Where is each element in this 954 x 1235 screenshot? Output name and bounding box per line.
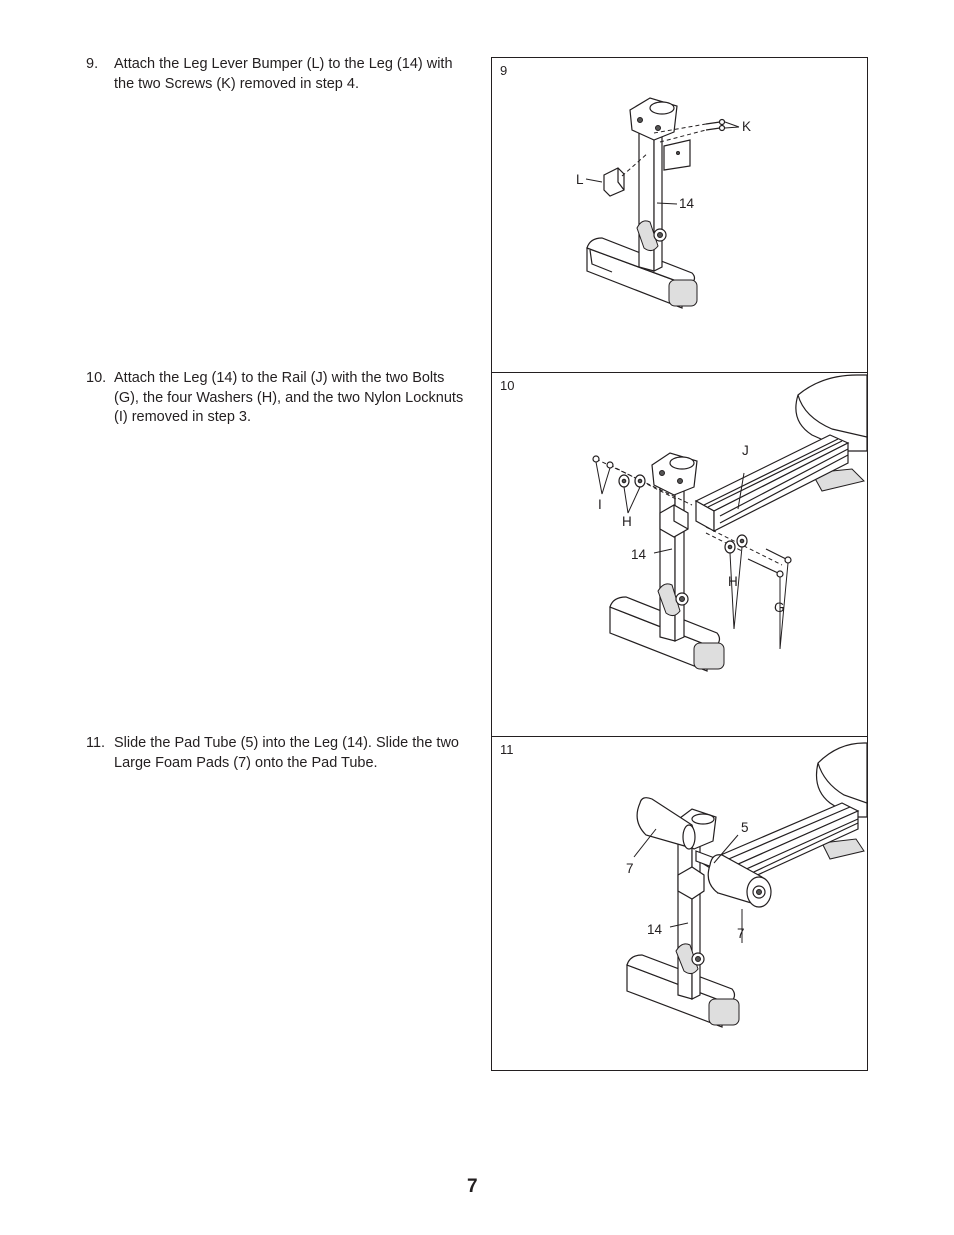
callout-i: I [598, 497, 602, 512]
pad-tube-illustration [492, 737, 867, 1070]
leg-bumper-illustration [492, 58, 867, 372]
figure-number: 10 [500, 378, 515, 393]
figure-frame [491, 57, 868, 1071]
callout-foam-pad-right: 7 [737, 926, 745, 941]
callout-leg: 14 [679, 196, 695, 211]
figure-panel-9 [492, 58, 867, 372]
step-text: Attach the Leg (14) to the Rail (J) with the two Bolts (G), the four Washers (H), and the two Nylon Locknuts (I) removed in step 3. [114, 370, 464, 425]
callout-h-right: H [728, 574, 738, 589]
leg-rail-illustration [492, 373, 867, 736]
step-number: 9. [86, 56, 99, 72]
figure-panel-10 [492, 373, 867, 736]
callout-leg: 14 [631, 547, 647, 562]
callout-l: L [576, 172, 584, 187]
callout-k: K [742, 119, 752, 134]
callout-leg: 14 [647, 922, 663, 937]
step-text: Attach the Leg Lever Bumper (L) to the Leg (14) with the two Screws (K) removed in step 4. [114, 56, 453, 92]
figure-number: 11 [500, 742, 514, 757]
callout-g: G [774, 600, 785, 615]
figure-panel-11 [492, 737, 867, 1070]
figure-number: 9 [500, 63, 508, 78]
callout-foam-pad-left: 7 [626, 861, 634, 876]
step-9-instruction [86, 55, 466, 94]
callout-h-left: H [622, 514, 632, 529]
step-number: 10. [86, 370, 107, 386]
step-number: 11. [86, 735, 106, 751]
step-text: Slide the Pad Tube (5) into the Leg (14). Slide the two Large Foam Pads (7) onto the Pad Tube. [114, 735, 459, 771]
step-11-instruction [86, 734, 466, 773]
step-10-instruction [86, 369, 466, 428]
page-number: 7 [467, 1176, 478, 1197]
callout-pad-tube: 5 [741, 820, 749, 835]
callout-j: J [742, 443, 749, 458]
